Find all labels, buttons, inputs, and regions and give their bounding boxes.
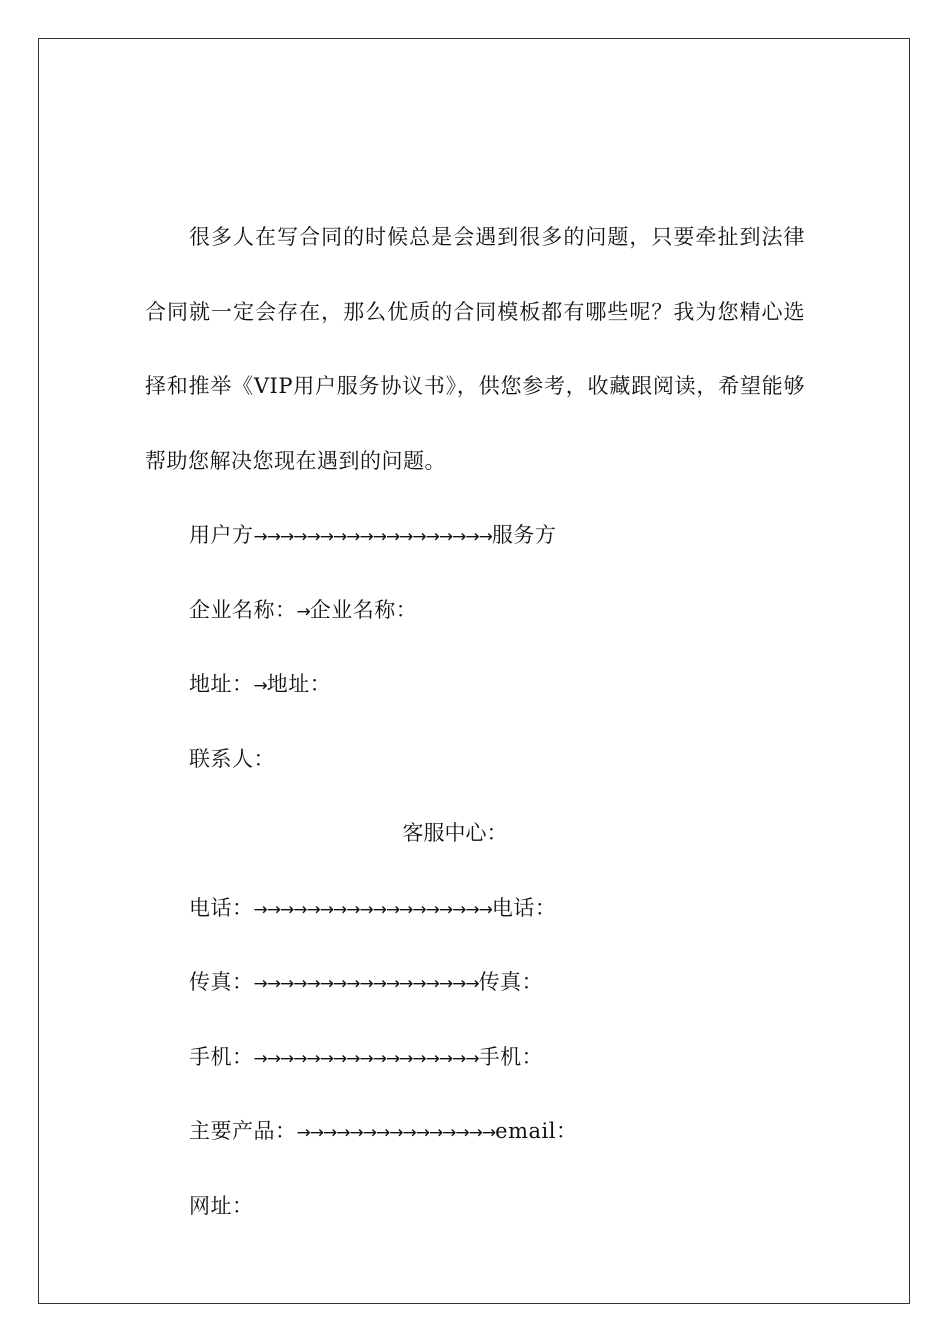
tab-arrows: →→→→→→→→→→→→→→→→→→ bbox=[253, 899, 492, 920]
service-party-label: 服务方 bbox=[491, 523, 557, 547]
contact-label: 联系人： bbox=[189, 746, 275, 771]
company-line bbox=[145, 573, 805, 648]
address-line bbox=[145, 647, 805, 722]
company-label-right: 企业名称： bbox=[309, 597, 418, 622]
fax-label-left: 传真： bbox=[189, 970, 254, 994]
phone-label-left: 电话： bbox=[189, 895, 254, 920]
fax-line bbox=[145, 945, 805, 1020]
tab-arrows: →→→→→→→→→→→→→→→ bbox=[296, 1123, 496, 1143]
company-label-left: 企业名称： bbox=[189, 597, 297, 622]
service-center-label: 客服中心： bbox=[402, 821, 508, 845]
document-body bbox=[145, 200, 805, 1243]
tab-arrows: → bbox=[253, 676, 267, 696]
phone-line bbox=[145, 871, 805, 946]
mobile-label-right: 手机： bbox=[478, 1044, 544, 1069]
tab-arrows: →→→→→→→→→→→→→→→→→→ bbox=[253, 527, 492, 547]
contact-line bbox=[145, 722, 805, 797]
fax-label-right: 传真： bbox=[478, 970, 544, 994]
tab-arrows: →→→→→→→→→→→→→→→→→ bbox=[253, 1048, 479, 1069]
products-label: 主要产品： bbox=[189, 1119, 297, 1143]
tab-arrows: → bbox=[296, 601, 310, 622]
intro-paragraph: 很多人在写合同的时候总是会遇到很多的问题，只要牵扯到法律合同就一定会存在，那么优质的合同模板都有哪些呢？我为您精心选择和推举《VIP用户服务协议书》，供您参考，收藏跟阅读，希望能够帮助您解决您现在遇到的问题。 bbox=[145, 225, 805, 473]
mobile-line bbox=[145, 1020, 805, 1095]
email-label: email： bbox=[495, 1119, 578, 1143]
address-label-right: 地址： bbox=[266, 672, 332, 696]
address-label-left: 地址： bbox=[189, 672, 254, 696]
website-line bbox=[145, 1169, 805, 1244]
parties-line bbox=[145, 498, 805, 573]
website-label: 网址： bbox=[189, 1193, 254, 1218]
user-party-label: 用户方 bbox=[189, 523, 254, 547]
products-line bbox=[145, 1094, 805, 1169]
phone-label-right: 电话： bbox=[491, 895, 557, 920]
mobile-label-left: 手机： bbox=[189, 1044, 254, 1069]
service-center-line bbox=[145, 796, 805, 871]
tab-arrows: →→→→→→→→→→→→→→→→→ bbox=[253, 974, 479, 994]
